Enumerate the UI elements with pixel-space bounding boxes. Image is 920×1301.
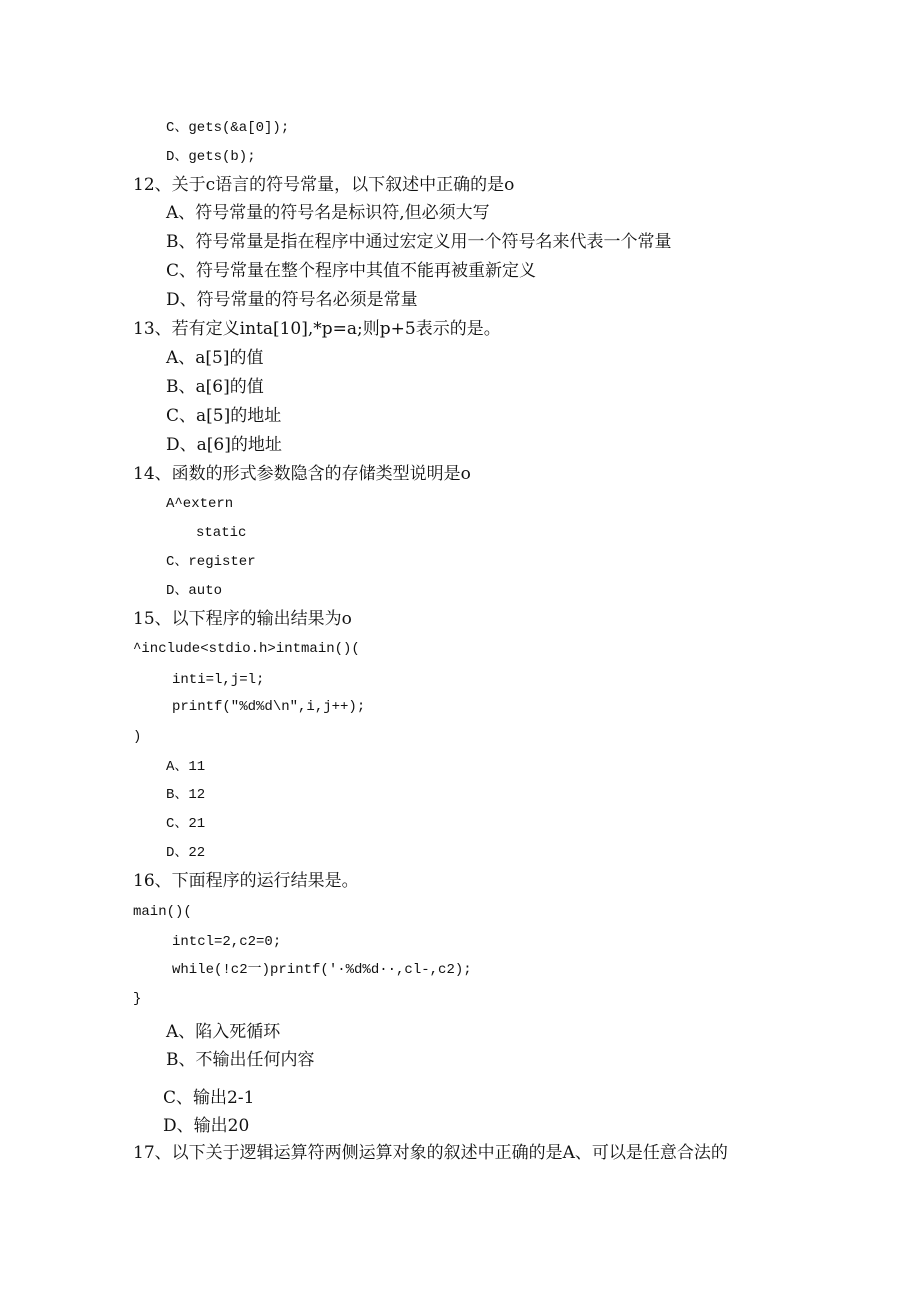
code-16-line-3: while(!c2一)printf('·%d%d··,cl-,c2); bbox=[172, 962, 472, 978]
option-15b: B、12 bbox=[166, 787, 206, 803]
option-12d: D、符号常量的符号名必须是常量 bbox=[166, 290, 418, 310]
option-12b: B、符号常量是指在程序中通过宏定义用一个符号名来代表一个常量 bbox=[166, 232, 672, 252]
option-13a: A、a[5]的值 bbox=[166, 348, 264, 368]
option-16c: C、输出2-1 bbox=[163, 1088, 255, 1108]
question-14: 14、函数的形式参数隐含的存储类型说明是o bbox=[133, 464, 471, 484]
option-15c: C、21 bbox=[166, 816, 206, 832]
question-13: 13、若有定义inta[10],*p=a;则p+5表示的是。 bbox=[133, 319, 501, 339]
option-11c: C、gets(&a[0]); bbox=[166, 120, 290, 136]
option-16a: A、陷入死循环 bbox=[166, 1022, 281, 1042]
option-14a: A^extern bbox=[166, 496, 234, 512]
code-16-line-1: main()( bbox=[133, 904, 192, 920]
code-16-line-4: } bbox=[133, 991, 142, 1007]
option-11d: D、gets(b); bbox=[166, 149, 256, 165]
code-15-line-3: printf("%d%d\n",i,j++); bbox=[172, 699, 366, 715]
question-15: 15、以下程序的输出结果为o bbox=[133, 609, 352, 629]
option-16b: B、不输出任何内容 bbox=[166, 1050, 315, 1070]
question-12: 12、关于c语言的符号常量，以下叙述中正确的是o bbox=[133, 175, 515, 195]
option-15a: A、11 bbox=[166, 759, 206, 775]
option-12c: C、符号常量在整个程序中其值不能再被重新定义 bbox=[166, 261, 537, 281]
code-15-line-4: ) bbox=[133, 729, 142, 745]
option-14c: C、register bbox=[166, 554, 256, 570]
question-17: 17、以下关于逻辑运算符两侧运算对象的叙述中正确的是A、可以是任意合法的 bbox=[133, 1143, 728, 1163]
code-15-line-2: inti=l,j=l; bbox=[172, 672, 265, 688]
option-13c: C、a[5]的地址 bbox=[166, 406, 282, 426]
option-13d: D、a[6]的地址 bbox=[166, 435, 282, 455]
option-13b: B、a[6]的值 bbox=[166, 377, 264, 397]
option-14b: static bbox=[196, 525, 247, 541]
option-15d: D、22 bbox=[166, 845, 206, 861]
question-16: 16、下面程序的运行结果是。 bbox=[133, 871, 359, 891]
option-14d: D、auto bbox=[166, 583, 223, 599]
option-12a: A、符号常量的符号名是标识符,但必须大写 bbox=[166, 203, 490, 223]
code-15-line-1: ^include<stdio.h>intmain()( bbox=[133, 641, 360, 657]
option-16d: D、输出20 bbox=[163, 1116, 250, 1136]
code-16-line-2: intcl=2,c2=0; bbox=[172, 934, 282, 950]
